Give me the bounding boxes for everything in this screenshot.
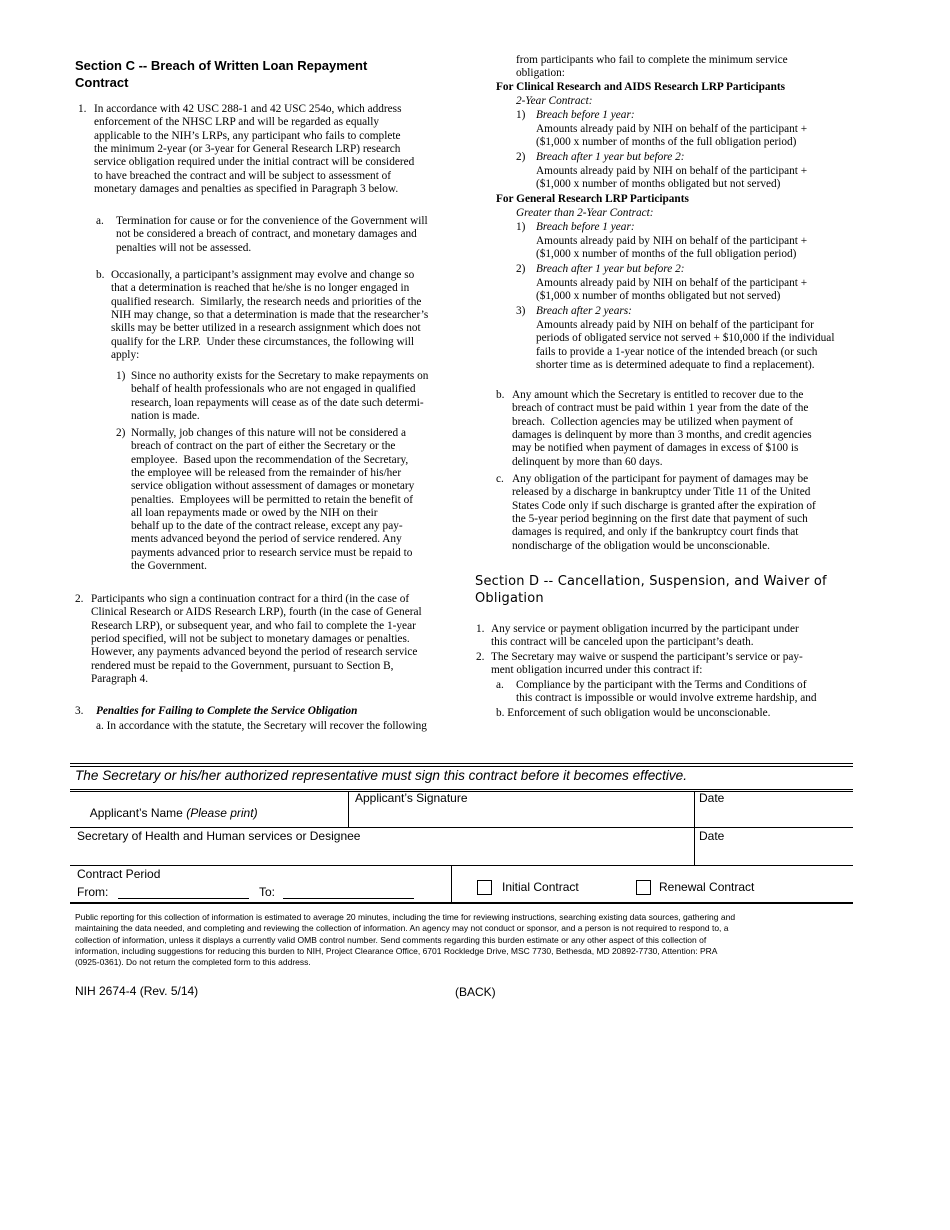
page-side-label: (BACK) [455, 985, 496, 999]
from-date-input[interactable] [118, 898, 249, 899]
initial-contract-checkbox[interactable] [477, 880, 492, 895]
date-column-divider [694, 791, 695, 865]
to-label: To: [259, 885, 276, 899]
renewal-contract-label: Renewal Contract [659, 880, 755, 894]
section-d-title: Section D -- Cancellation, Suspension, and Waiver of Obligation [475, 574, 827, 606]
signature-notice: The Secretary or his/her authorized representative must sign this contract before it becomes effective. [75, 768, 688, 783]
initial-contract-label: Initial Contract [502, 880, 579, 894]
secretary-signature-field[interactable]: Secretary of Health and Human services or Designee [77, 829, 361, 843]
applicant-name-field[interactable]: Applicant’s Name (Please print) [89, 806, 258, 820]
section-c-title: Section C -- Breach of Written Loan Repayment Contract [75, 58, 368, 90]
contract-period-label: Contract Period [77, 867, 161, 881]
secretary-date-field[interactable]: Date [699, 829, 725, 843]
to-date-input[interactable] [283, 898, 414, 899]
row1-bottom-rule [70, 827, 853, 828]
notice-rule-1 [70, 789, 853, 790]
applicant-date-field[interactable]: Date [699, 791, 725, 805]
applicant-signature-field[interactable]: Applicant’s Signature [355, 791, 468, 805]
renewal-contract-checkbox[interactable] [636, 880, 651, 895]
top-rule-1 [70, 763, 853, 764]
row2-bottom-rule [70, 865, 853, 866]
form-number: NIH 2674-4 (Rev. 5/14) [75, 984, 199, 998]
from-label: From: [77, 885, 109, 899]
signature-block-bottom-rule [70, 902, 853, 904]
row1-divider-1 [348, 791, 349, 828]
row3-divider [451, 865, 452, 903]
